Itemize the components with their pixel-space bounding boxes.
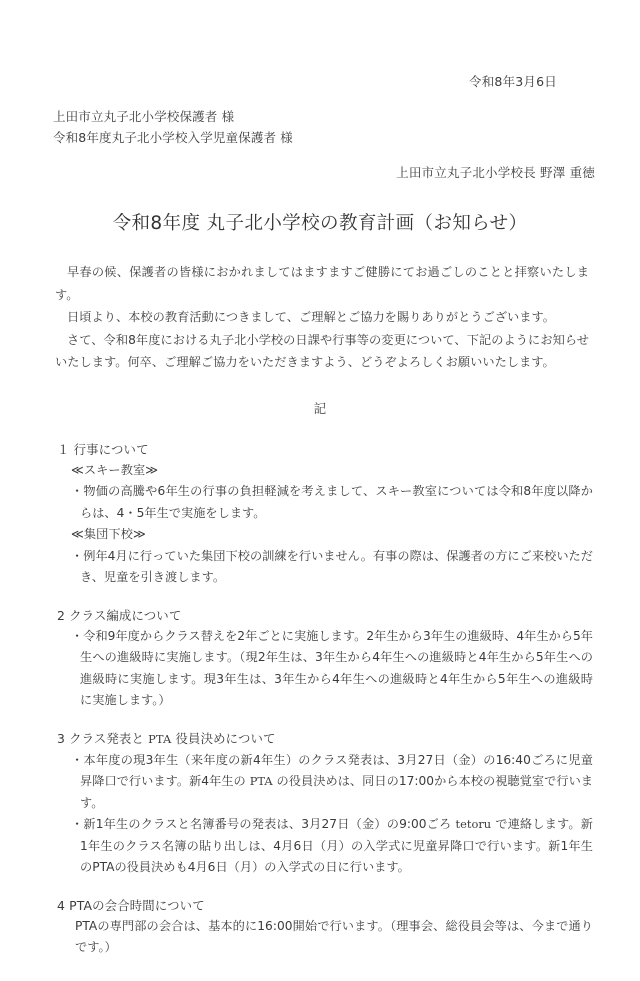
section-3-heading-num: 3 クラス発表と — [57, 730, 149, 746]
section-3-bullet-2-a: ・新1年生のクラスと名簿番号の発表は、3月27日（金）の9:00ごろ — [71, 817, 456, 832]
section-4-heading: 4 PTAの会合時間について — [57, 897, 205, 913]
section-1-bullet-ski: ・物価の高騰や6年生の行事の負担軽減を考えまして、スキー教室については令和8年度以降からは、4・5年生で実施をします。 — [71, 484, 593, 520]
ki-marker: 記 — [313, 400, 327, 416]
intro-paragraph-1: 早春の候、保護者の皆様におかれましてはますますご健勝にてお過ごしのことと拝察いたします。 — [55, 265, 589, 302]
section-3-heading-rest: 役員決めについて — [171, 730, 276, 746]
section-pta-meeting-time — [45, 895, 595, 959]
sender-name: 上田市立丸子北小学校長 野澤 重徳 — [396, 164, 595, 180]
sections-container — [45, 439, 595, 959]
recipient-line-1: 上田市立丸子北小学校保護者 様 — [53, 108, 235, 124]
section-1-sub-groupwalk: ≪集団下校≫ — [71, 527, 146, 542]
section-3-heading-pta: PTA — [148, 731, 172, 746]
section-3-bullet-2-tetoru: tetoru — [455, 817, 492, 832]
section-1-bullet-groupwalk: ・例年4月に行っていた集団下校の訓練を行いません。有事の際は、保護者の方にご来校いただき、児童を引き渡します。 — [71, 548, 593, 585]
section-3-bullet-1-a: ・本年度の現3年生（来年度の新4年生）のクラス発表は、3月27日（金）の16:40ごろに児童昇降口で行います。新4年生の — [71, 752, 593, 789]
section-3-heading — [57, 728, 595, 750]
section-3-bullet-1 — [71, 750, 593, 815]
section-3-bullet-1-b: の役員決めは、同日の17:00から本校の視聴覚室で行います。 — [80, 774, 594, 810]
intro-paragraph-3: さて、令和8年度における丸子北小学校の日課や行事等の変更について、下記のようにお知らせいたします。何卒、ご理解ご協力をいただきますよう、どうぞよろしくお願いいたします。 — [55, 332, 589, 370]
section-1-heading: １ 行事について — [57, 441, 149, 457]
section-4-body: PTAの専門部の会合は、基本的に16:00開始で行います。（理事会、総役員会等は、今まで通りです。） — [75, 918, 593, 955]
section-3-bullet-2 — [71, 814, 593, 879]
document-page — [0, 76, 640, 981]
section-3-bullet-1-pta: PTA — [249, 774, 273, 789]
section-3-bullet-2-b: で連絡します。新1年生のクラス名簿の貼り出しは、4月6日（月）の入学式に児童昇降口で行います。新1年生のPTAの役員決めも4月6日（月）の入学式の日に行います。 — [80, 817, 594, 875]
section-events — [45, 439, 595, 589]
intro-paragraph-2: 日頃より、本校の教育活動につきまして、ご理解とご協力を賜りありがとうございます。 — [67, 310, 556, 325]
recipient-block — [53, 106, 595, 148]
intro-block — [55, 261, 589, 374]
document-date: 令和8年3月6日 — [469, 74, 557, 89]
section-1-sub-ski: ≪スキー教室≫ — [71, 462, 159, 477]
section-2-heading: 2 クラス編成について — [57, 607, 182, 623]
recipient-line-2: 令和8年度丸子北小学校入学児童保護者 様 — [53, 129, 293, 145]
page-title: 令和8年度 丸子北小学校の教育計画（お知らせ） — [112, 213, 528, 234]
section-2-bullet-1: ・令和9年度からクラス替えを2年ごとに実施します。2年生から3年生の進級時、4年生から5年生への進級時に実施します。（現2年生は、3年生から4年生への進級時と4年生から5年生への進級時に実施します。現3年生は、3年生から4年生への進級時と4年生から5年生への進級時に実施します。） — [71, 628, 593, 708]
section-class-announcement-pta — [45, 728, 595, 879]
section-class-composition — [45, 605, 595, 712]
